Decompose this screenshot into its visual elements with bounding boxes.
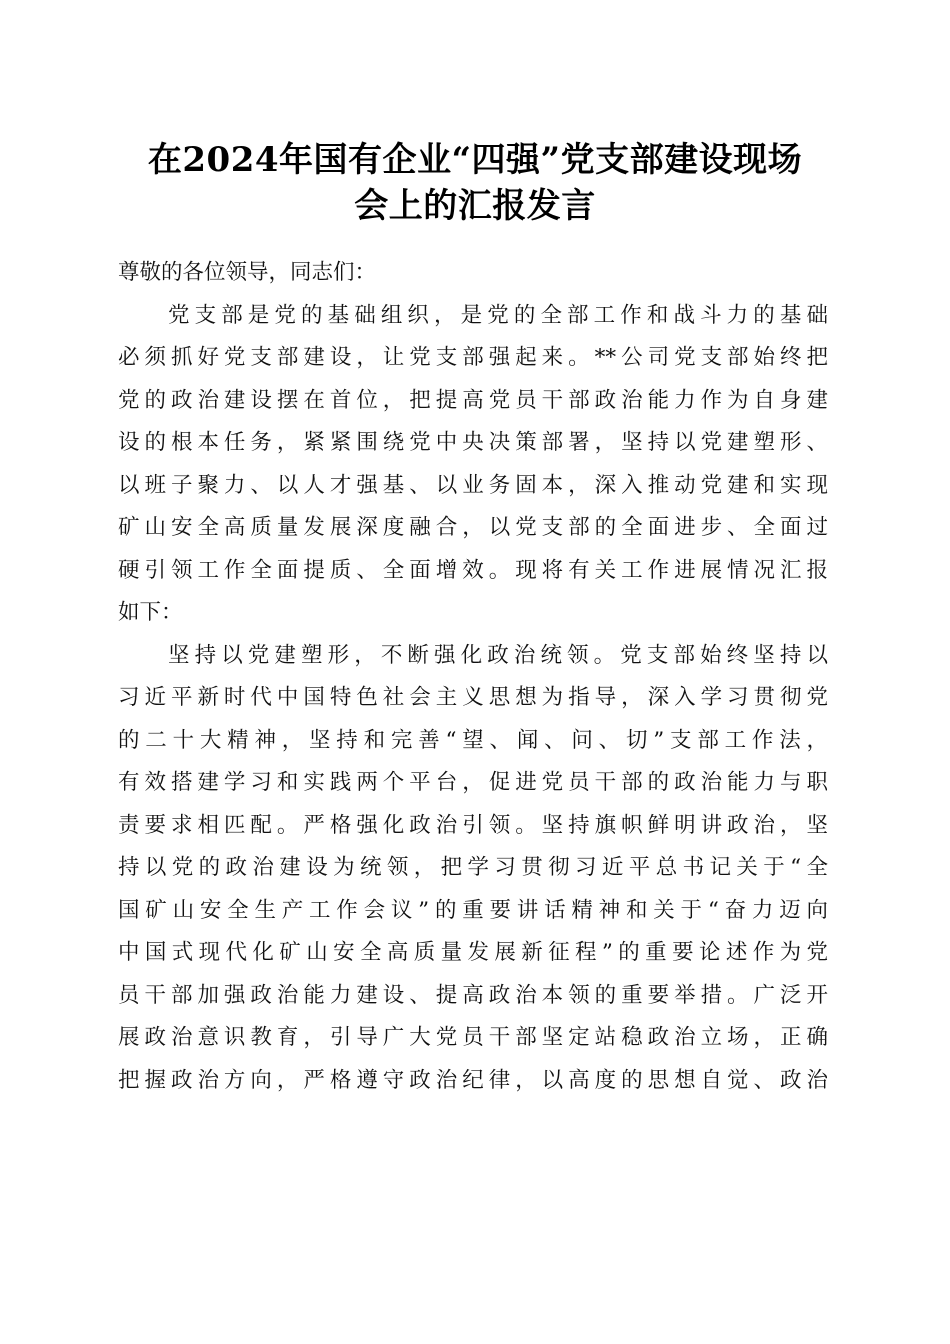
paragraph-line: 持以党的政治建设为统领，把学习贯彻习近平总书记关于“全 xyxy=(118,855,828,880)
paragraph-line: 党的政治建设摆在首位，把提高党员干部政治能力作为自身建 xyxy=(118,387,828,413)
title-line-2: 会上的汇报发言 xyxy=(354,186,596,226)
paragraph-line: 如下： xyxy=(118,600,183,625)
paragraph-2 xyxy=(118,635,828,1103)
paragraph-line: 展政治意识教育，引导广大党员干部坚定站稳政治立场，正确 xyxy=(118,1025,828,1050)
document-title xyxy=(100,137,850,229)
paragraph-line: 把握政治方向，严格遵守政治纪律，以高度的思想自觉、政治 xyxy=(118,1067,828,1093)
paragraph-line: 党支部是党的基础组织，是党的全部工作和战斗力的基础 xyxy=(168,302,828,328)
paragraph-line: 必须抓好党支部建设，让党支部强起来。**公司党支部始终把 xyxy=(118,345,828,370)
paragraph-1 xyxy=(118,295,828,635)
title-line-1: 在2024年国有企业“四强”党支部建设现场 xyxy=(147,140,803,180)
paragraph-line: 硬引领工作全面提质、全面增效。现将有关工作进展情况汇报 xyxy=(118,557,828,583)
paragraph-line: 中国式现代化矿山安全高质量发展新征程”的重要论述作为党 xyxy=(118,940,828,965)
paragraph-line: 员干部加强政治能力建设、提高政治本领的重要举措。广泛开 xyxy=(118,982,828,1008)
paragraph-line: 责要求相匹配。严格强化政治引领。坚持旗帜鲜明讲政治，坚 xyxy=(118,812,828,838)
paragraph-line: 有效搭建学习和实践两个平台，促进党员干部的政治能力与职 xyxy=(118,770,828,795)
paragraph-line: 以班子聚力、以人才强基、以业务固本，深入推动党建和实现 xyxy=(118,472,828,498)
document-body xyxy=(118,252,828,1102)
paragraph-line: 坚持以党建塑形，不断强化政治统领。党支部始终坚持以 xyxy=(168,642,828,668)
paragraph-line: 习近平新时代中国特色社会主义思想为指导，深入学习贯彻党 xyxy=(118,685,828,710)
paragraph-line: 国矿山安全生产工作会议”的重要讲话精神和关于“奋力迈向 xyxy=(118,897,828,923)
salutation: 尊敬的各位领导，同志们： xyxy=(118,260,377,285)
paragraph-line: 的二十大精神，坚持和完善“望、闻、问、切”支部工作法， xyxy=(118,727,828,753)
paragraph-line: 设的根本任务，紧紧围绕党中央决策部署，坚持以党建塑形、 xyxy=(118,430,828,455)
paragraph-line: 矿山安全高质量发展深度融合，以党支部的全面进步、全面过 xyxy=(118,515,828,540)
